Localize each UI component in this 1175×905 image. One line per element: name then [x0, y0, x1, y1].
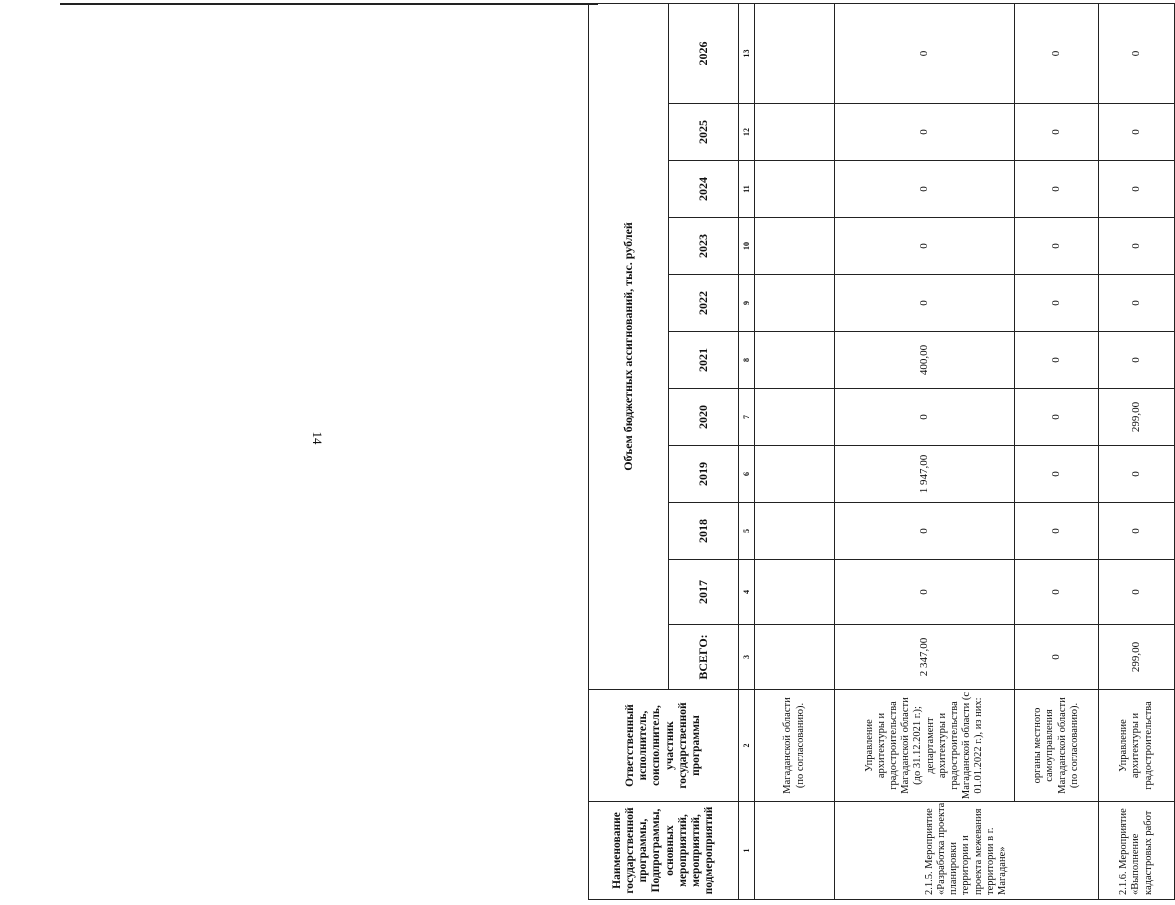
row-value-cell: 0 — [835, 560, 1015, 625]
header-row-top — [589, 3, 669, 899]
row-value-cell — [755, 275, 835, 332]
header-year-cell: 2024 — [669, 161, 739, 218]
table-row — [1015, 3, 1099, 899]
column-number: 1 — [739, 802, 755, 900]
table-row — [1099, 3, 1175, 899]
row-value-cell — [755, 560, 835, 625]
row-value-cell: 299,00 — [1099, 389, 1175, 446]
row-value-cell: 0 — [835, 104, 1015, 161]
row-value-cell: 1 947,00 — [835, 446, 1015, 503]
header-year-cell: 2025 — [669, 104, 739, 161]
row-total-cell: 2 347,00 — [835, 625, 1015, 690]
row-value-cell: 0 — [1015, 389, 1099, 446]
row-value-cell — [755, 218, 835, 275]
row-name-cell — [755, 802, 835, 900]
row-value-cell: 0 — [1015, 104, 1099, 161]
row-total-cell: 299,00 — [1099, 625, 1175, 690]
row-value-cell: 0 — [835, 161, 1015, 218]
row-value-cell: 0 — [1099, 503, 1175, 560]
column-number: 7 — [739, 389, 755, 446]
row-responsible-cell: Управление архитектуры и градостроительства Магаданской области (до 31.12.2021 г.); департамент архитектуры и градостроительства Магаданской области (с 01.01.2022 г.), из них: — [835, 690, 1015, 802]
column-number: 4 — [739, 560, 755, 625]
header-year-cell: 2022 — [669, 275, 739, 332]
row-value-cell: 0 — [1015, 218, 1099, 275]
header-year-cell: 2019 — [669, 446, 739, 503]
row-value-cell: 0 — [1099, 275, 1175, 332]
header-budget-cell: Объем бюджетных ассигнований, тыс. рублей — [589, 3, 669, 689]
row-value-cell — [755, 104, 835, 161]
row-value-cell: 0 — [835, 389, 1015, 446]
column-number: 6 — [739, 446, 755, 503]
row-total-cell: 0 — [1015, 625, 1099, 690]
row-responsible-cell: Магаданской области (по согласованию). — [755, 690, 835, 802]
column-number: 12 — [739, 104, 755, 161]
page-number: 14 — [310, 431, 325, 445]
row-name-cell: 2.1.6. Мероприятие «Выполнение кадастровых работ — [1099, 802, 1175, 900]
row-value-cell: 0 — [1015, 446, 1099, 503]
row-value-cell: 0 — [1099, 446, 1175, 503]
table-top-border — [60, 3, 598, 5]
row-value-cell: 0 — [1099, 560, 1175, 625]
row-value-cell — [755, 161, 835, 218]
row-responsible-cell: органы местного самоуправления Магаданской области (по согласованию). — [1015, 690, 1099, 802]
row-value-cell: 0 — [1015, 503, 1099, 560]
row-value-cell: 0 — [835, 218, 1015, 275]
column-number: 3 — [739, 625, 755, 690]
column-number: 5 — [739, 503, 755, 560]
column-number: 9 — [739, 275, 755, 332]
row-value-cell: 0 — [1099, 104, 1175, 161]
row-value-cell: 0 — [1015, 3, 1099, 103]
column-number: 11 — [739, 161, 755, 218]
header-name-cell: Наименование государственной программы, Подпрограммы, основных мероприятий, мероприятий, подмероприятий — [589, 802, 739, 900]
header-responsible-cell: Ответственный исполнитель, соисполнитель, участник государственной программы — [589, 690, 739, 802]
row-value-cell: 0 — [1015, 560, 1099, 625]
row-value-cell — [755, 503, 835, 560]
header-year-cell: 2017 — [669, 560, 739, 625]
row-value-cell: 400,00 — [835, 332, 1015, 389]
column-number-row — [739, 3, 755, 899]
row-value-cell: 0 — [835, 275, 1015, 332]
table-row — [835, 3, 1015, 899]
row-value-cell — [755, 446, 835, 503]
row-value-cell: 0 — [835, 3, 1015, 103]
header-year-cell: 2018 — [669, 503, 739, 560]
header-year-cell: 2026 — [669, 3, 739, 103]
row-value-cell: 0 — [1099, 332, 1175, 389]
header-year-cell: 2021 — [669, 332, 739, 389]
row-value-cell: 0 — [1015, 332, 1099, 389]
row-value-cell — [755, 332, 835, 389]
row-value-cell: 0 — [835, 503, 1015, 560]
column-number: 2 — [739, 690, 755, 802]
column-number: 13 — [739, 3, 755, 103]
header-year-cell: 2020 — [669, 389, 739, 446]
row-total-cell — [755, 625, 835, 690]
column-number: 8 — [739, 332, 755, 389]
row-value-cell: 0 — [1015, 161, 1099, 218]
header-year-cell: 2023 — [669, 218, 739, 275]
row-value-cell — [755, 389, 835, 446]
row-responsible-cell: Управление архитектуры и градостроительства — [1099, 690, 1175, 802]
row-value-cell: 0 — [1015, 275, 1099, 332]
row-value-cell: 0 — [1099, 218, 1175, 275]
budget-table — [588, 3, 1175, 900]
table-row — [755, 3, 835, 899]
row-value-cell — [755, 3, 835, 103]
row-name-cell: 2.1.5. Мероприятие «Разработка проекта планировки территории и проекта межевания территории в г. Магадане» — [835, 802, 1099, 900]
row-value-cell: 0 — [1099, 161, 1175, 218]
header-total-cell: ВСЕГО: — [669, 625, 739, 690]
row-value-cell: 0 — [1099, 3, 1175, 103]
column-number: 10 — [739, 218, 755, 275]
